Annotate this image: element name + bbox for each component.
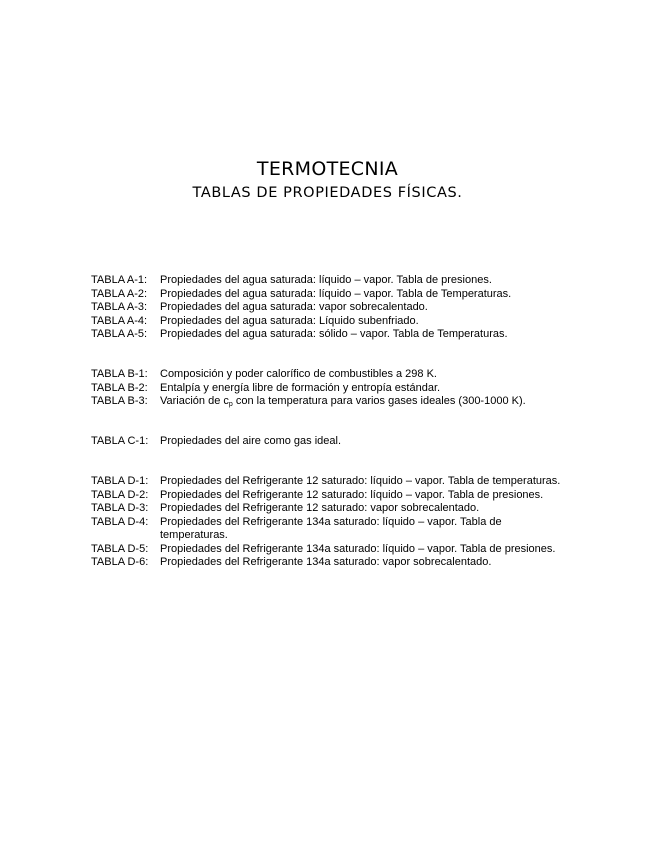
list-item (91, 435, 611, 449)
table-description: Propiedades del Refrigerante 12 saturado: vapor sobrecalentado. (160, 502, 480, 514)
table-description: Propiedades del agua saturada: sólido – vapor. Tabla de Temperaturas. (160, 328, 508, 340)
document-title: TERMOTECNIA (256, 158, 399, 180)
table-code: TABLA B-1: (91, 368, 148, 380)
list-item (91, 395, 611, 412)
table-code: TABLA D-6: (91, 556, 149, 568)
table-code: TABLA D-5: (91, 542, 149, 555)
list-item (91, 489, 611, 503)
table-code: TABLA A-2: (91, 287, 148, 300)
list-item (91, 315, 611, 329)
table-code: TABLA A-4: (91, 314, 148, 327)
list-item (91, 543, 611, 557)
table-description: Propiedades del Refrigerante 12 saturado: líquido – vapor. Tabla de temperaturas. (160, 475, 561, 487)
table-description: Entalpía y energía libre de formación y entropía estándar. (160, 381, 441, 394)
list-item (91, 502, 611, 516)
list-item (91, 368, 611, 382)
table-description: Propiedades del Refrigerante 134a saturado: vapor sobrecalentado. (160, 556, 492, 568)
table-code: TABLA D-1: (91, 475, 149, 487)
table-code: TABLA A-5: (91, 328, 148, 340)
table-description: Propiedades del aire como gas ideal. (160, 435, 342, 447)
list-item (91, 301, 611, 315)
description-text: Variación de c (160, 395, 229, 407)
table-code: TABLA B-3: (91, 395, 148, 407)
list-item (91, 274, 611, 288)
table-description: Propiedades del agua saturada: líquido – vapor. Tabla de presiones. (160, 274, 492, 286)
table-code: TABLA D-4: (91, 515, 149, 528)
table-list-group-c (91, 435, 611, 449)
table-description: Propiedades del agua saturada: Líquido subenfriado. (160, 314, 419, 327)
table-description: Propiedades del agua saturada: líquido – vapor. Tabla de Temperaturas. (160, 287, 512, 300)
list-item (91, 475, 611, 489)
list-item (91, 516, 611, 543)
table-description: Propiedades del Refrigerante 134a saturado: líquido – vapor. Tabla de temperaturas. (160, 515, 502, 541)
table-list-group-a (91, 274, 611, 342)
table-code: TABLA C-1: (91, 435, 149, 447)
list-item (91, 382, 611, 396)
list-item (91, 328, 611, 342)
description-text: con la temperatura para varios gases ideales (300-1000 K). (232, 395, 526, 407)
table-code: TABLA A-3: (91, 301, 148, 313)
table-description: Composición y poder calorífico de combustibles a 298 K. (160, 368, 437, 380)
table-description (160, 395, 611, 412)
list-item (91, 556, 611, 570)
title-block (0, 156, 655, 204)
table-list-group-b (91, 368, 611, 412)
table-description: Propiedades del Refrigerante 12 saturado: líquido – vapor. Tabla de presiones. (160, 488, 544, 501)
table-description: Propiedades del agua saturada: vapor sobrecalentado. (160, 301, 428, 313)
table-list-group-d (91, 475, 611, 570)
subscript-text: p (228, 401, 233, 408)
table-code: TABLA A-1: (91, 274, 148, 286)
table-code: TABLA D-3: (91, 502, 149, 514)
list-item (91, 288, 611, 302)
document-subtitle: TABLAS DE PROPIEDADES FÍSICAS. (192, 185, 463, 201)
table-code: TABLA B-2: (91, 381, 148, 394)
table-code: TABLA D-2: (91, 488, 149, 501)
table-description: Propiedades del Refrigerante 134a saturado: líquido – vapor. Tabla de presiones. (160, 542, 556, 555)
